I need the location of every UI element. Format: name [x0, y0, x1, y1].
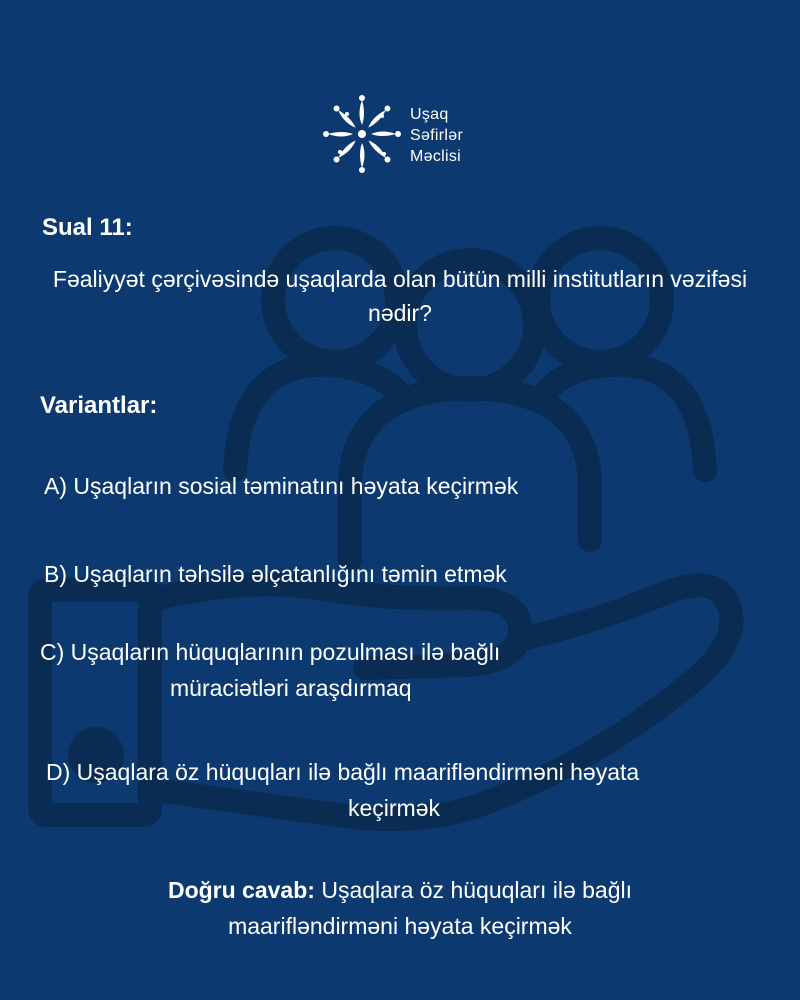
correct-answer-line-2: maarifləndirməni həyata keçirmək	[228, 913, 572, 939]
organization-logo	[322, 94, 522, 174]
question-label: Sual 11:	[42, 214, 133, 241]
variants-label: Variantlar:	[40, 392, 158, 419]
option-d-line-1: D) Uşaqlara öz hüquqları ilə bağlı maarifləndirməni həyata	[46, 759, 640, 785]
correct-answer	[60, 872, 740, 944]
logo-text	[410, 104, 463, 167]
option-c-line-2: müraciətləri araşdırmaq	[170, 675, 412, 701]
sunburst-people-icon	[322, 94, 402, 174]
logo-line-1: Uşaq	[410, 106, 449, 123]
logo-line-3: Məclisi	[410, 148, 461, 165]
option-a: A) Uşaqların sosial təminatını həyata keçirmək	[44, 473, 519, 499]
option-d-line-2: keçirmək	[348, 795, 441, 821]
option-c-line-1: C) Uşaqların hüquqlarının pozulması ilə bağlı	[40, 639, 501, 665]
correct-answer-line-1: Uşaqlara öz hüquqları ilə bağlı	[321, 877, 633, 903]
option-b: B) Uşaqların təhsilə əlçatanlığını təmin etmək	[44, 561, 507, 587]
correct-answer-label: Doğru cavab:	[167, 877, 315, 903]
logo-line-2: Səfirlər	[410, 127, 464, 144]
question-text: Fəaliyyət çərçivəsində uşaqlarda olan bütün milli institutların vəzifəsi nədir?	[52, 266, 748, 326]
